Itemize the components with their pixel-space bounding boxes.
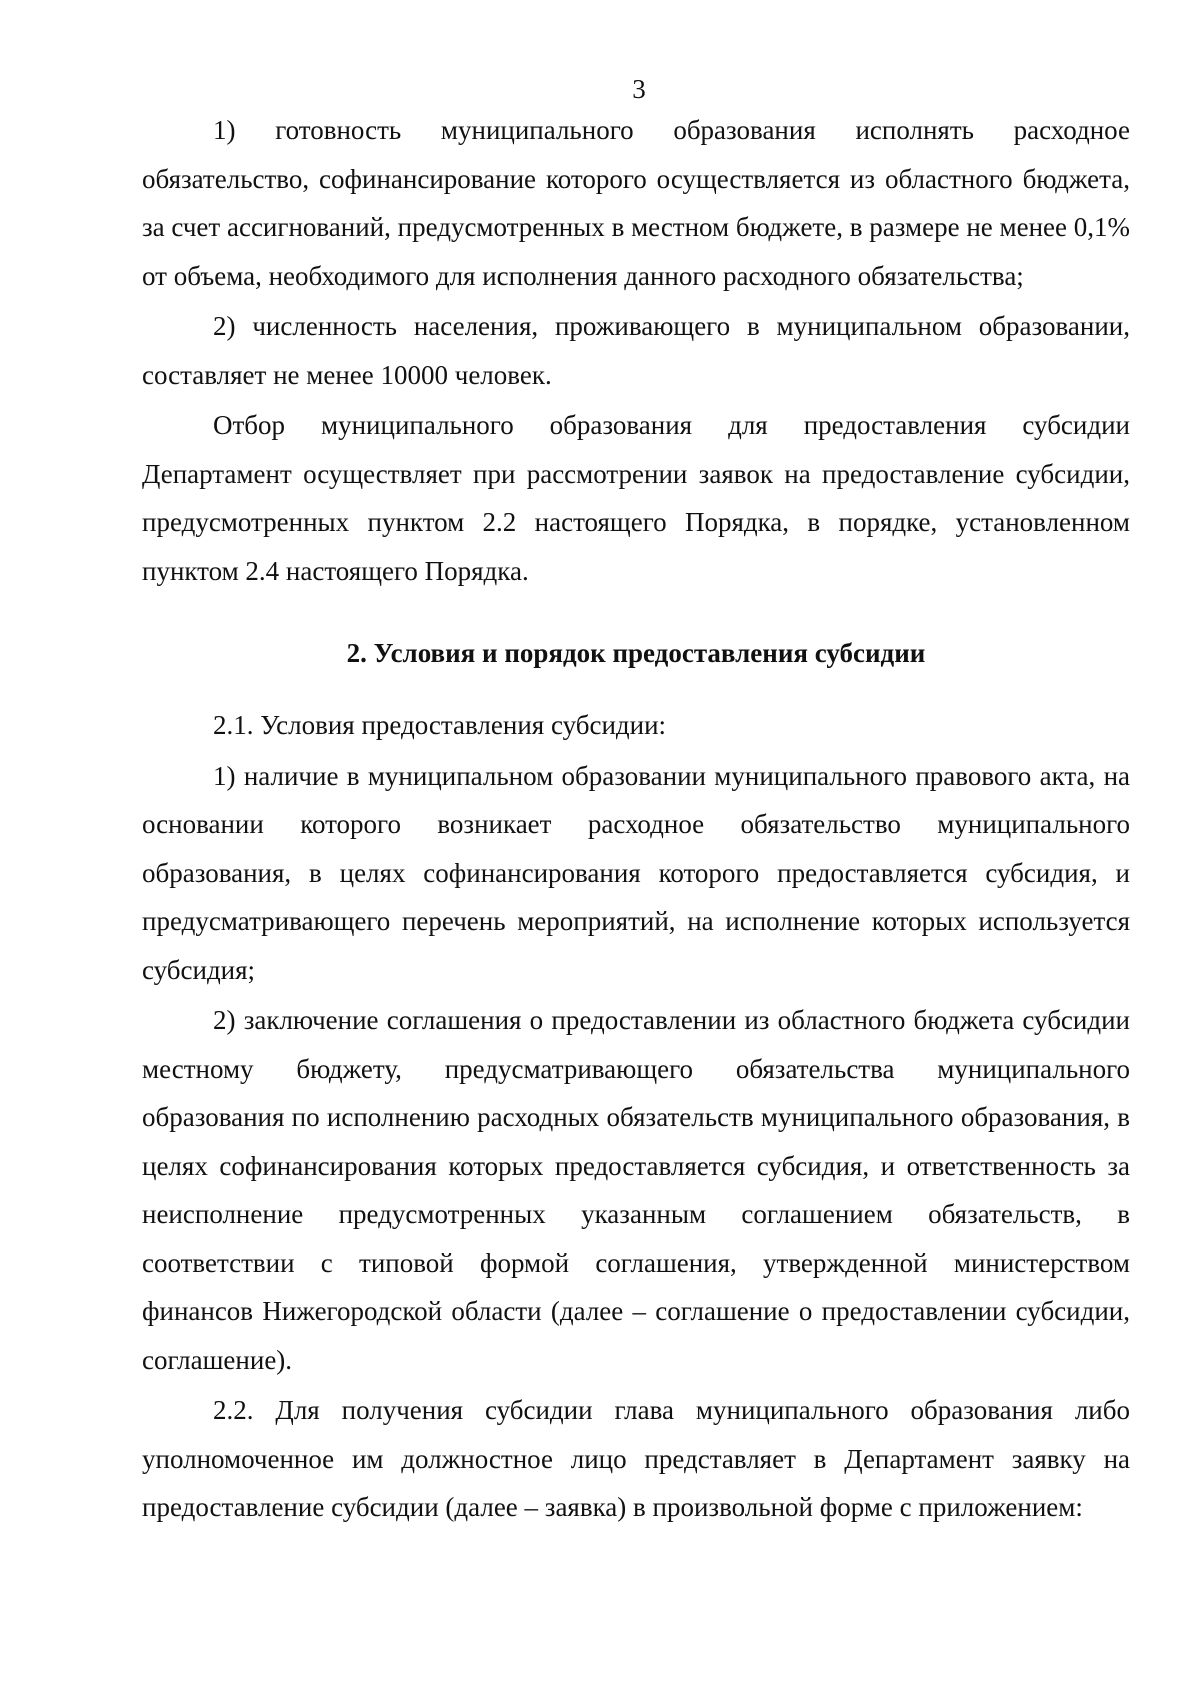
page-number: 3 [632,74,646,104]
paragraph-condition-1: 1) готовность муниципального образования исполнять расходное обязательство, софинансирование которого осуществляется из областного бюджета, за счет ассигнований, предусмотренных в местном бюджете, в размере не менее 0,1% от объема, необходимого для исполнения данного расходного обязательства; [142,115,1130,291]
paragraph-2-1: 2.1. Условия предоставления субсидии: [213,710,667,740]
paragraph-2-1-item-1: 1) наличие в муниципальном образовании муниципального правового акта, на основании которого возникает расходное обязательство муниципального образования, в целях софинансирования которого предоставляется субсидия, и предусматривающего перечень мероприятий, на исполнение которых используется субсидия; [142,760,1130,985]
paragraph-selection: Отбор муниципального образования для предоставления субсидии Департамент осуществляет при рассмотрении заявок на предоставление субсидии, предусмотренных пунктом 2.2 настоящего Порядка, в порядке, установленном пунктом 2.4 настоящего Порядка. [142,410,1130,586]
paragraph-2-1-item-2: 2) заключение соглашения о предоставлении из областного бюджета субсидии местному бюджету, предусматривающего обязательства муниципального образования по исполнению расходных обязательств муниципального образования, в целях софинансирования которых предоставляется субсидия, и ответственность за неисполнение предусмотренных указанным соглашением обязательств, в соответствии с типовой формой соглашения, утвержденной министерством финансов Нижегородской области (далее – соглашение о предоставлении субсидии, соглашение). [142,1005,1130,1375]
section-heading: 2. Условия и порядок предоставления субсидии [346,638,926,668]
paragraph-2-2: 2.2. Для получения субсидии глава муниципального образования либо уполномоченное им должностное лицо представляет в Департамент заявку на предоставление субсидии (далее – заявка) в произвольной форме с приложением: [142,1395,1130,1522]
paragraph-condition-2: 2) численность населения, проживающего в муниципальном образовании, составляет не менее 10000 человек. [142,311,1130,390]
